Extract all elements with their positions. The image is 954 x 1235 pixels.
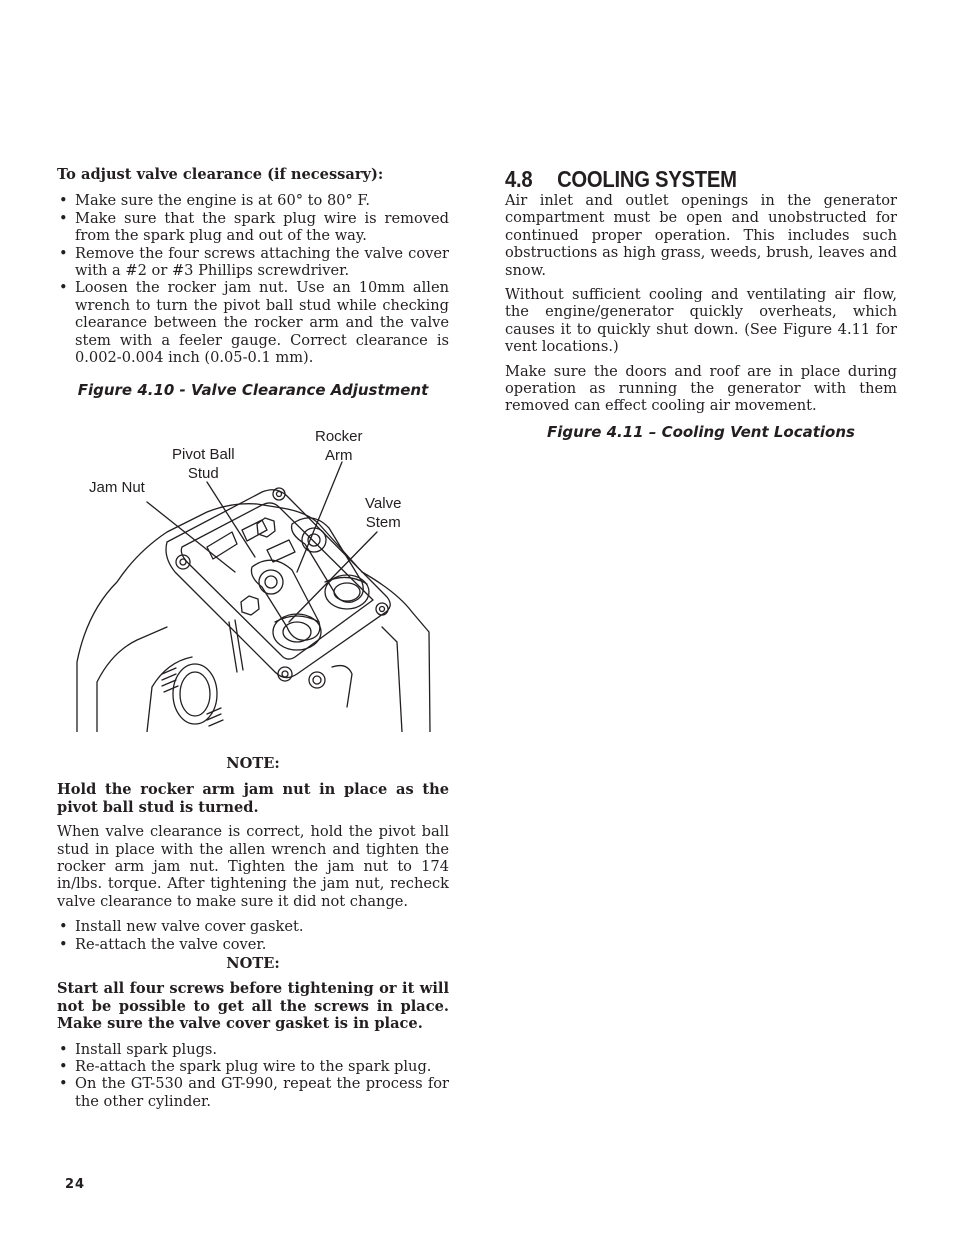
valve-clearance-paragraph: When valve clearance is correct, hold the pivot ball stud in place with the allen wrench and tighten the rocker arm jam nut. Tighten the jam nut to 174 in/lbs. torque. After tightening the jam nut, recheck valve clearance to make sure it did not change. xyxy=(57,823,449,910)
list-item: • Make sure the engine is at 60° to 80° F. xyxy=(57,192,449,209)
note-title: NOTE: xyxy=(226,954,280,972)
final-steps-list xyxy=(57,1041,449,1111)
label-pivot-ball-stud-line2: Stud xyxy=(187,464,219,482)
section-title: COOLING SYSTEM xyxy=(557,166,737,192)
list-item: • Re-attach the spark plug wire to the spark plug. xyxy=(57,1058,449,1075)
label-valve-stem-line2: Stem xyxy=(365,513,401,531)
label-jam-nut: Jam Nut xyxy=(89,478,145,496)
engine-valve-illustration xyxy=(57,412,449,732)
list-item: • Make sure that the spark plug wire is removed from the spark plug and out of the way. xyxy=(57,210,449,245)
list-item: • Loosen the rocker jam nut. Use an 10mm allen wrench to turn the pivot ball stud while checking clearance between the rocker arm and the valve stem with a feeler gauge. Correct clearance is 0.002-0.004 inch (0.05-0.1 mm). xyxy=(57,279,449,366)
list-item: • Install new valve cover gasket. xyxy=(57,918,449,935)
label-pivot-ball-stud-line1: Pivot Ball xyxy=(172,445,235,463)
label-rocker-arm-line2: Arm xyxy=(325,446,353,464)
list-item: • Re-attach the valve cover. xyxy=(57,936,449,953)
page-number: 24 xyxy=(65,1177,86,1192)
figure-caption-4-11: Figure 4.11 – Cooling Vent Locations xyxy=(547,422,855,441)
cooling-paragraph-3: Make sure the doors and roof are in place during operation as running the generator with them removed can effect cooling air movement. xyxy=(505,362,897,415)
section-heading xyxy=(505,166,850,192)
adjust-heading: To adjust valve clearance (if necessary): xyxy=(57,166,384,183)
label-rocker-arm xyxy=(315,427,363,465)
list-item: • Remove the four screws attaching the valve cover with a #2 or #3 Phillips screwdriver. xyxy=(57,245,449,280)
label-pivot-ball-stud xyxy=(172,445,235,483)
figure-caption-4-10: Figure 4.10 - Valve Clearance Adjustment xyxy=(77,381,429,400)
right-column xyxy=(505,166,897,441)
note-text: Hold the rocker arm jam nut in place as the pivot ball stud is turned. xyxy=(57,781,449,816)
list-item: • On the GT-530 and GT-990, repeat the process for the other cylinder. xyxy=(57,1075,449,1110)
label-valve-stem-line1: Valve xyxy=(365,494,402,512)
note-text: Start all four screws before tightening or it will not be possible to get all the screws in place. Make sure the valve cover gasket is in place. xyxy=(57,980,449,1033)
list-item: • Install spark plugs. xyxy=(57,1041,449,1058)
section-number: 4.8 xyxy=(505,166,533,192)
note-title: NOTE: xyxy=(226,754,280,772)
valve-clearance-figure xyxy=(57,412,449,732)
label-rocker-arm-line1: Rocker xyxy=(315,427,363,445)
left-column xyxy=(57,166,449,1110)
cooling-paragraph-2: Without sufficient cooling and ventilating air flow, the engine/generator quickly overheats, which causes it to quickly shut down. (See Figure 4.11 for vent locations.) xyxy=(505,286,897,356)
cover-steps-list xyxy=(57,918,449,953)
adjust-steps-list xyxy=(57,192,449,366)
cooling-paragraph-1: Air inlet and outlet openings in the generator compartment must be open and unobstructed for continued proper operation. This includes such obstructions as high grass, weeds, brush, leaves and snow. xyxy=(505,192,897,279)
label-valve-stem xyxy=(365,494,401,532)
